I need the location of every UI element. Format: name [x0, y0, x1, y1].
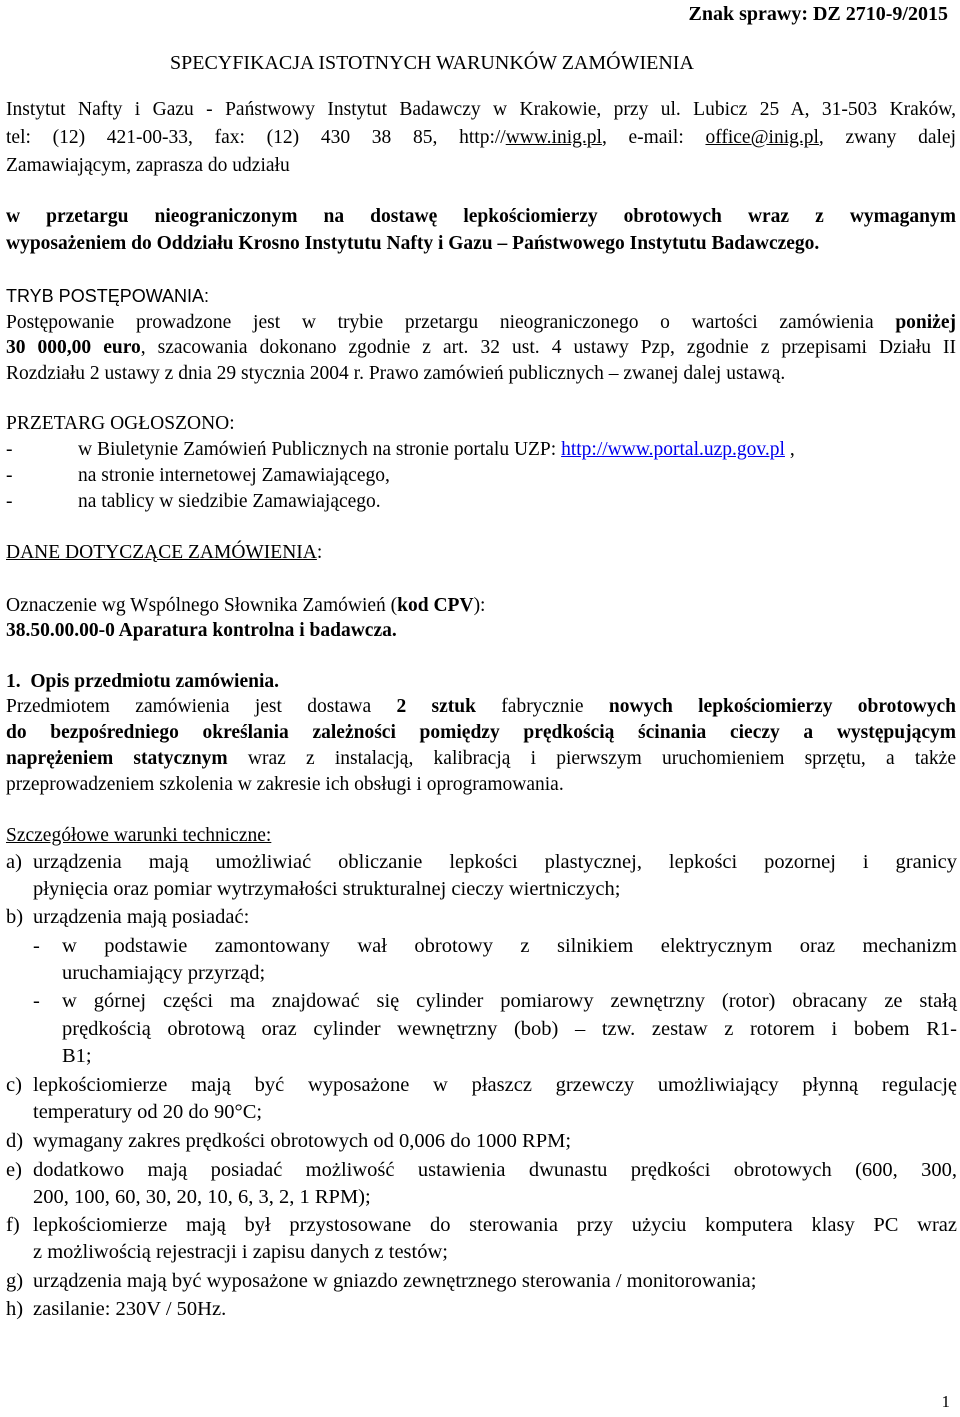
mode-below: poniżej — [895, 312, 956, 333]
item-f-line-1: lepkościomierze mają był przystosowane do sterowania przy użyciu komputera klasy PC wraz — [33, 1214, 957, 1236]
mode-heading: TRYB POSTĘPOWANIA: — [6, 286, 210, 306]
announced-item-1-suffix: , — [784, 439, 795, 460]
item-f-line-2: z możliwością rejestracji i zapisu danych z testów; — [33, 1241, 448, 1263]
document-title: SPECYFIKACJA ISTOTNYCH WARUNKÓW ZAMÓWIENIA — [170, 52, 694, 74]
item-a-line-2: płynięcia oraz pomiar wytrzymałości strukturalnej cieczy wiertniczych; — [33, 878, 621, 900]
letter-h: h) — [6, 1298, 24, 1320]
letter-a: a) — [6, 851, 22, 873]
intro-email-label: , e-mail: — [601, 127, 706, 148]
mode-threshold: 30 000,00 euro — [6, 337, 141, 358]
s1-text-c: fabrycznie — [475, 696, 609, 717]
announced-item-1-text: w Biuletynie Zamówień Publicznych na stronie portalu UZP: — [78, 439, 562, 460]
s1-text-a: Przedmiotem zamówienia jest dostawa — [6, 696, 397, 717]
mode-text-2: , szacowania dokonano zgodnie z art. 32 ust. 4 ustawy Pzp, zgodnie z przepisami Działu II — [140, 337, 956, 358]
letter-d: d) — [6, 1130, 24, 1152]
item-d-line-1: wymagany zakres prędkości obrotowych od 0,006 do 1000 RPM; — [33, 1130, 572, 1152]
item-g-line-1: urządzenia mają być wyposażone w gniazdo zewnętrznego sterowania / monitorowania; — [33, 1270, 757, 1292]
intro-suffix: , zwany dalej — [818, 127, 957, 148]
announced-item-3: na tablicy w siedzibie Zamawiającego. — [78, 491, 381, 512]
email-link[interactable]: office@inig.pl — [705, 127, 819, 148]
mode-text: Postępowanie prowadzone jest w trybie przetargu nieograniczonego o wartości zamówienia — [6, 312, 874, 333]
website-link[interactable]: www.inig.pl — [505, 127, 602, 148]
order-data-heading-text: DANE DOTYCZĄCE ZAMÓWIENIA — [6, 542, 317, 563]
cpv-line — [6, 594, 485, 618]
item-e-line-2: 200, 100, 60, 30, 20, 10, 6, 3, 2, 1 RPM); — [33, 1186, 371, 1208]
item-b-dash-2-line-2: prędkością obrotową oraz cylinder wewnętrzny (bob) – tzw. zestaw z rotorem i bobem R1- — [62, 1018, 957, 1040]
section-1-line-3 — [6, 747, 956, 771]
case-number: Znak sprawy: DZ 2710-9/2015 — [688, 3, 948, 25]
item-e-line-1: dodatkowo mają posiadać możliwość ustawienia dwunastu prędkości obrotowych (600, 300, — [33, 1159, 957, 1181]
announced-item-2: na stronie internetowej Zamawiającego, — [78, 465, 390, 486]
item-c-line-2: temperatury od 20 do 90°C; — [33, 1101, 263, 1123]
announced-heading: PRZETARG OGŁOSZONO: — [6, 413, 235, 434]
s1-text-3: wraz z instalacją, kalibracją i pierwszym uruchomieniem sprzętu, a także — [227, 748, 956, 769]
uzp-portal-link[interactable]: http://www.portal.uzp.gov.pl — [561, 439, 785, 460]
intro-line-3: Zamawiającym, zaprasza do udziału — [6, 155, 290, 176]
intro-line-1: Instytut Nafty i Gazu - Państwowy Instytut Badawczy w Krakowie, przy ul. Lubicz 25 A, 31-503 Kraków, — [6, 99, 956, 120]
item-b-dash-2: - — [33, 990, 40, 1012]
order-data-heading — [6, 541, 322, 565]
letter-c: c) — [6, 1074, 22, 1096]
mode-line-2 — [6, 336, 956, 360]
section-1-line-1 — [6, 695, 956, 719]
letter-f: f) — [6, 1214, 20, 1236]
item-b-dash-1-line-1: w podstawie zamontowany wał obrotowy z silnikiem elektrycznym oraz mechanizm — [62, 935, 957, 957]
section-1-line-4: przeprowadzeniem szkolenia w zakresie ich obsługi i oprogramowania. — [6, 774, 564, 795]
item-b-line-1: urządzenia mają posiadać: — [33, 906, 250, 928]
item-a-line-1: urządzenia mają umożliwiać obliczanie lepkości plastycznej, lepkości pozornej i granicy — [33, 851, 957, 873]
page-number: 1 — [941, 1392, 950, 1411]
announced-dash-2: - — [6, 465, 13, 486]
letter-g: g) — [6, 1270, 24, 1292]
order-data-colon: : — [316, 542, 323, 563]
item-b-dash-2-line-1: w górnej części ma znajdować się cylinder pomiarowy zewnętrzny (rotor) obracany ze stałą — [62, 990, 957, 1012]
item-b-dash-1: - — [33, 935, 40, 957]
letter-b: b) — [6, 906, 24, 928]
item-b-dash-1-line-2: uruchamiający przyrząd; — [62, 962, 266, 984]
s1-quantity: 2 sztuk — [396, 696, 476, 717]
intro-http: tel: (12) 421-00-33, fax: (12) 430 38 85, http:// — [6, 127, 506, 148]
mode-line-3: Rozdziału 2 ustawy z dnia 29 stycznia 2004 r. Prawo zamówień publicznych – zwanej dalej ustawą. — [6, 363, 786, 384]
cpv-label: kod CPV — [397, 595, 474, 616]
section-1-line-2: do bezpośredniego określania zależności pomiędzy prędkością ścinania cieczy a występującym — [6, 722, 956, 743]
mode-line-1 — [6, 311, 956, 335]
announced-dash-1: - — [6, 439, 13, 460]
item-c-line-1: lepkościomierze mają być wyposażone w płaszcz grzewczy umożliwiający płynną regulację — [33, 1074, 957, 1096]
technical-heading: Szczegółowe warunki techniczne: — [6, 825, 272, 846]
announced-item-1 — [78, 438, 795, 462]
cpv-suffix: ): — [473, 595, 486, 616]
intro-line-2 — [6, 126, 956, 150]
s1-item: nowych lepkościomierzy obrotowych — [608, 696, 956, 717]
item-b-dash-2-line-3: B1; — [62, 1045, 92, 1067]
announced-dash-3: - — [6, 491, 13, 512]
section-1-heading: 1. Opis przedmiotu zamówienia. — [6, 671, 279, 692]
cpv-code: 38.50.00.00-0 Aparatura kontrolna i badawcza. — [6, 620, 397, 641]
s1-stress: naprężeniem statycznym — [6, 748, 228, 769]
cpv-prefix: Oznaczenie wg Wspólnego Słownika Zamówień ( — [6, 595, 398, 616]
tender-line-2: wyposażeniem do Oddziału Krosno Instytutu Nafty i Gazu – Państwowego Instytutu Badawczego. — [6, 233, 820, 254]
letter-e: e) — [6, 1159, 22, 1181]
tender-line-1: w przetargu nieograniczonym na dostawę lepkościomierzy obrotowych wraz z wymaganym — [6, 206, 956, 227]
item-h-line-1: zasilanie: 230V / 50Hz. — [33, 1298, 227, 1320]
